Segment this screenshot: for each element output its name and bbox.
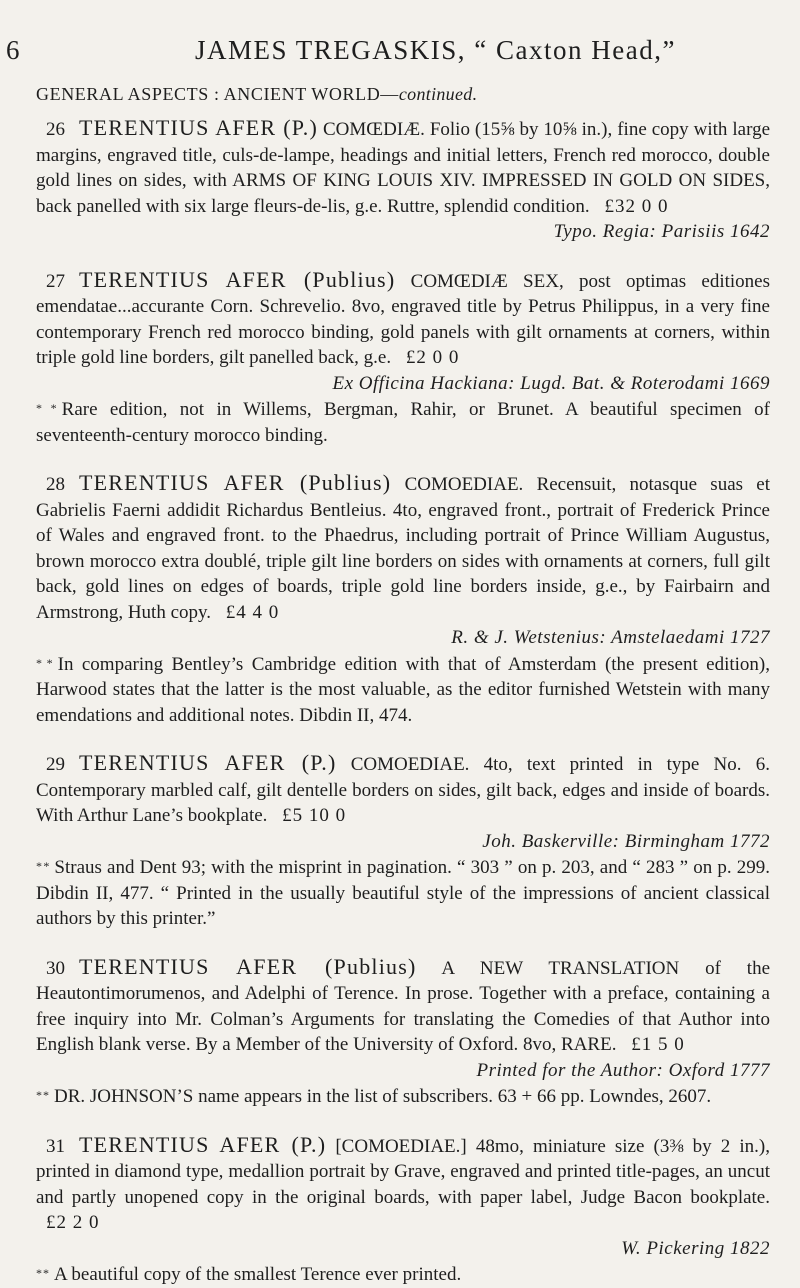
entry-title: TERENTIUS AFER (P.) xyxy=(79,750,337,775)
entry-note-text: In comparing Bentley’s Cambridge edition with that of Amsterdam (the present edition), Harwood states that the latter is the most valuable, as the editor furnished Wetstein with many emendations and additional notes. Dibdin II, 474. xyxy=(36,653,770,726)
entry-number: 31 xyxy=(46,1135,65,1157)
entry-imprint: W. Pickering 1822 xyxy=(621,1237,770,1259)
running-title: JAMES TREGASKIS, “ Caxton Head,” xyxy=(195,35,676,65)
catalogue-entry-28 xyxy=(36,470,770,728)
page-header xyxy=(6,0,770,66)
entry-price: £5 10 0 xyxy=(282,805,347,826)
entry-imprint: Ex Officina Hackiana: Lugd. Bat. & Roterodami 1669 xyxy=(332,372,770,394)
entry-note xyxy=(36,1083,770,1110)
entry-imprint: Joh. Baskerville: Birmingham 1772 xyxy=(482,830,770,852)
catalogue-entry-29 xyxy=(36,750,770,932)
entry-number: 29 xyxy=(46,754,65,775)
asterism-mark: * * xyxy=(36,655,52,670)
entry-price: £4 4 0 xyxy=(225,601,280,623)
entries-list xyxy=(36,115,770,1288)
page-number: 6 xyxy=(6,35,21,65)
entry-note xyxy=(36,854,770,932)
entry-imprint: R. & J. Wetstenius: Amstelaedami 1727 xyxy=(451,627,770,648)
catalogue-entry-30 xyxy=(36,954,770,1110)
section-label: GENERAL ASPECTS : ANCIENT WORLD— xyxy=(36,84,399,104)
entry-description: [COMOEDIAE.] 48mo, miniature size (3⅜ by 2 in.), printed in diamond type, medallion portrait by Grave, engraved and printed title-pages, an uncut and partly unopened copy in the original boards, with paper label, Judge Bacon bookplate. xyxy=(36,1135,770,1208)
entry-note-text: DR. JOHNSON’S name appears in the list of subscribers. 63 + 66 pp. Lowndes, 2607. xyxy=(54,1086,712,1107)
entry-title: TERENTIUS AFER (Publius) xyxy=(79,470,392,495)
entry-price: £1 5 0 xyxy=(631,1034,685,1055)
asterism-mark: * * xyxy=(36,859,49,873)
catalogue-entry-31 xyxy=(36,1132,770,1288)
entry-note xyxy=(36,1261,770,1288)
entry-note-text: Rare edition, not in Willems, Bergman, Rahir, or Brunet. A beautiful specimen of seventeenth-century morocco binding. xyxy=(36,399,770,446)
entry-price: £2 2 0 xyxy=(46,1212,100,1233)
entry-title: TERENTIUS AFER (Publius) xyxy=(79,266,396,292)
asterism-mark: * * xyxy=(36,1266,48,1280)
entry-title: TERENTIUS AFER (Publius) xyxy=(79,953,417,979)
entry-note-text: A beautiful copy of the smallest Terence ever printed. xyxy=(54,1264,462,1285)
entry-imprint: Typo. Regia: Parisiis 1642 xyxy=(553,221,770,242)
section-continued: continued. xyxy=(398,84,478,104)
catalogue-entry-26 xyxy=(36,115,770,245)
entry-number: 27 xyxy=(46,270,65,292)
entry-number: 26 xyxy=(46,119,65,140)
entry-description: COMŒDIÆ. Folio (15⅝ by 10⅝ in.), fine copy with large margins, engraved title, culs-de-lampe, headings and initial letters, French red morocco, double gold lines on sides, with ARMS OF KING LOUIS XIV. IMPRESSED IN GOLD ON SIDES, back panelled with six large fleurs-de-lis, g.e. Ruttre, splendid condition. xyxy=(36,119,771,217)
entry-description: A NEW TRANSLATION of the Heautontimorumenos, and Adelphi of Terence. In prose. Together with a preface, containing a free inquiry into Mr. Colman’s Arguments for translating the Comedies of that Author into English blank verse. By a Member of the University of Oxford. 8vo, RARE. xyxy=(36,957,771,1055)
entry-price: £2 0 0 xyxy=(405,347,460,368)
section-heading xyxy=(36,84,770,105)
entry-title: TERENTIUS AFER (P.) xyxy=(79,115,318,140)
entry-title: TERENTIUS AFER (P.) xyxy=(79,1131,327,1157)
asterism-mark: * * xyxy=(36,401,56,415)
entry-number: 28 xyxy=(46,474,65,495)
entry-description: COMŒDIÆ SEX, post optimas editiones emendatae...accurante Corn. Schrevelio. 8vo, engraved title by Petrus Philippus, in a very fine contemporary French red morocco binding, gold panels with gilt ornaments at corners, within triple gold line borders, gilt panelled back, g.e. xyxy=(36,270,771,368)
entry-note xyxy=(36,396,770,448)
entry-description: COMOEDIAE. Recensuit, notasque suas et Gabrielis Faerni addidit Richardus Bentleius. 4to, engraved front., portrait of Frederick Prince of Wales and engraved front. to the Phaedrus, including portrait of Prince William Augustus, brown morocco extra doublé, triple gilt line borders on sides with ornaments at corners, full gilt back, gold lines on edges of boards, triple gold line borders inside, g.e., by Fairbairn and Armstrong, Huth copy. xyxy=(36,474,771,623)
catalogue-entry-27 xyxy=(36,267,770,449)
entry-number: 30 xyxy=(46,957,65,979)
entry-note-text: Straus and Dent 93; with the misprint in pagination. “ 303 ” on p. 203, and “ 283 ” on p. 299. Dibdin II, 477. “ Printed in the usually beautiful style of the impressions of ancient classical authors by this printer.” xyxy=(36,857,770,929)
entry-note xyxy=(36,651,770,729)
asterism-mark: * * xyxy=(36,1088,48,1102)
entry-description: COMOEDIAE. 4to, text printed in type No. 6. Contemporary marbled calf, gilt dentelle borders on sides, gilt back, edges and inside of boards. With Arthur Lane’s bookplate. xyxy=(36,754,770,826)
entry-price: £32 0 0 xyxy=(604,195,669,217)
entry-imprint: Printed for the Author: Oxford 1777 xyxy=(476,1059,770,1081)
